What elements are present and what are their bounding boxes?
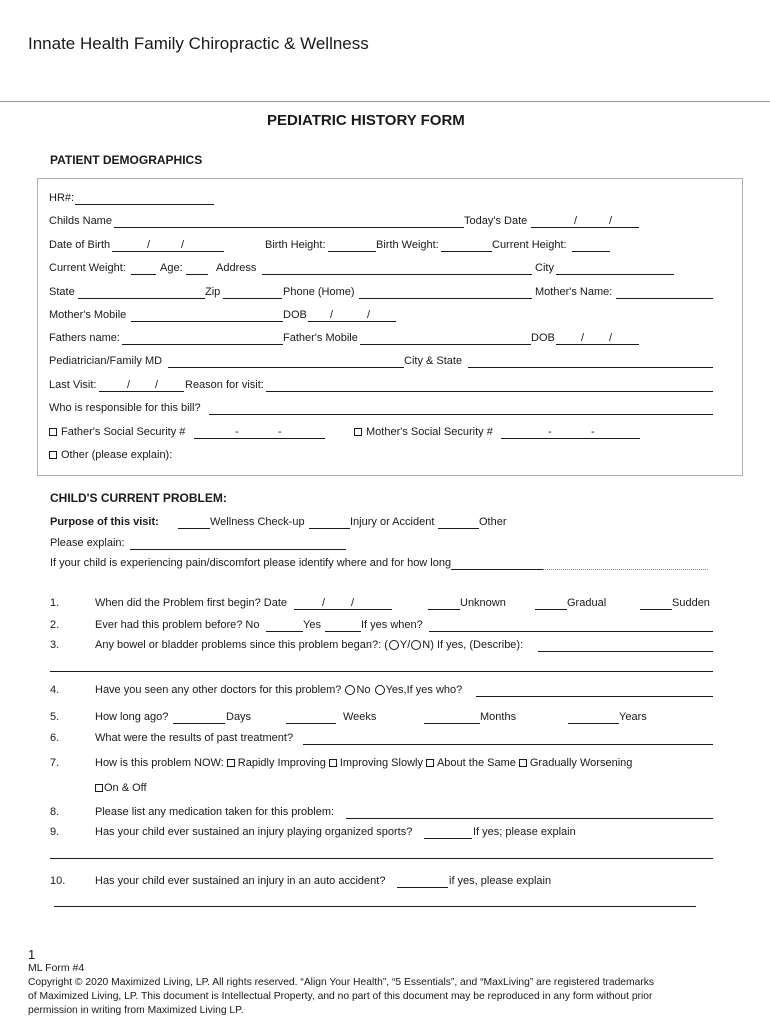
- checkbox-icon[interactable]: [354, 428, 362, 436]
- last-visit-field[interactable]: [99, 391, 184, 392]
- pediatrician-field[interactable]: [168, 367, 404, 368]
- other-option[interactable]: [49, 449, 172, 461]
- state-label: State: [49, 286, 75, 298]
- q4-no-label: No: [356, 684, 371, 696]
- please-explain-field[interactable]: [130, 549, 346, 550]
- q7-opt3-label: About the Same: [436, 757, 516, 769]
- date-slash: /: [581, 332, 585, 344]
- mothers-mobile-label: Mother's Mobile: [49, 309, 127, 321]
- copyright-line-1: Copyright © 2020 Maximized Living, LP. All rights reserved. “Align Your Health”, “5 Essentials”, and “MaxLiving” are registered trademarks: [28, 977, 655, 988]
- address-label: Address: [216, 262, 257, 274]
- father-dob-field[interactable]: [556, 344, 639, 345]
- todays-date-field[interactable]: [531, 227, 639, 228]
- pediatrician-label: Pediatrician/Family MD: [49, 355, 163, 367]
- checkbox-icon[interactable]: [519, 759, 527, 767]
- page-number: 1: [28, 947, 36, 962]
- form-number: ML Form #4: [28, 962, 85, 974]
- radio-icon[interactable]: [375, 685, 385, 695]
- q2-no-field[interactable]: [266, 631, 303, 632]
- q5-days-label: Days: [226, 711, 252, 723]
- q1-gradual-field[interactable]: [535, 609, 567, 610]
- mothers-ssn-field[interactable]: [501, 438, 640, 439]
- city-state-field[interactable]: [468, 367, 713, 368]
- ssn-dash: -: [591, 426, 595, 438]
- q2-when-field[interactable]: [429, 631, 713, 632]
- current-height-field[interactable]: [572, 251, 610, 252]
- purpose-label: Purpose of this visit:: [50, 516, 159, 528]
- mothers-ssn-label: Mother's Social Security #: [366, 426, 493, 438]
- checkbox-icon[interactable]: [426, 759, 434, 767]
- please-explain-label: Please explain:: [50, 537, 125, 549]
- q7-opt1-label: Rapidly Improving: [237, 757, 326, 769]
- date-slash: /: [322, 597, 326, 609]
- hr-label: HR#:: [49, 192, 75, 204]
- dob-label: Date of Birth: [49, 239, 111, 251]
- q3-y-label: Y/: [399, 639, 411, 651]
- q1-number: 1.: [50, 597, 60, 609]
- checkbox-icon[interactable]: [95, 784, 103, 792]
- q8-number: 8.: [50, 806, 60, 818]
- q4-line: [95, 684, 462, 696]
- wellness-label: Wellness Check-up: [210, 516, 305, 528]
- q7-opt5[interactable]: [95, 782, 147, 794]
- q1-sudden-field[interactable]: [640, 609, 672, 610]
- date-slash: /: [367, 309, 371, 321]
- q4-who-field[interactable]: [476, 696, 713, 697]
- date-slash: /: [330, 309, 334, 321]
- birth-height-label: Birth Height:: [265, 239, 326, 251]
- q1-unknown-field[interactable]: [428, 609, 460, 610]
- wellness-field[interactable]: [178, 528, 210, 529]
- city-state-label: City & State: [404, 355, 463, 367]
- q1-gradual-label: Gradual: [567, 597, 607, 609]
- q5-number: 5.: [50, 711, 60, 723]
- q1-sudden-label: Sudden: [672, 597, 710, 609]
- q7-text: How is this problem NOW:: [95, 757, 224, 769]
- q1-unknown-label: Unknown: [460, 597, 506, 609]
- birth-weight-field[interactable]: [441, 251, 492, 252]
- q5-text: How long ago?: [95, 711, 169, 723]
- q5-months-label: Months: [480, 711, 517, 723]
- fathers-name-label: Fathers name:: [49, 332, 120, 344]
- ssn-dash: -: [278, 426, 282, 438]
- injury-field[interactable]: [309, 528, 350, 529]
- problem-heading: CHILD'S CURRENT PROBLEM:: [50, 491, 227, 505]
- age-label: Age:: [160, 262, 183, 274]
- q7-opt4-label: Gradually Worsening: [529, 757, 633, 769]
- ssn-dash: -: [235, 426, 239, 438]
- responsible-field[interactable]: [209, 414, 713, 415]
- city-field[interactable]: [556, 274, 674, 275]
- q5-weeks-label: Weeks: [343, 711, 377, 723]
- checkbox-icon[interactable]: [329, 759, 337, 767]
- q3-text: Any bowel or bladder problems since this problem began?: (: [95, 639, 388, 651]
- q10-number: 10.: [50, 875, 66, 887]
- q2-text: Ever had this problem before? No: [95, 619, 260, 631]
- checkbox-icon[interactable]: [49, 451, 57, 459]
- date-slash: /: [609, 215, 613, 227]
- date-slash: /: [155, 379, 159, 391]
- q3-line: [95, 639, 523, 651]
- q8-text: Please list any medication taken for this problem:: [95, 806, 335, 818]
- fathers-mobile-label: Father's Mobile: [283, 332, 358, 344]
- q2-number: 2.: [50, 619, 60, 631]
- birth-height-field[interactable]: [328, 251, 376, 252]
- injury-label: Injury or Accident: [350, 516, 435, 528]
- q3-n-label: N) If yes, (Describe):: [422, 639, 524, 651]
- dob-field[interactable]: [112, 251, 224, 252]
- fathers-ssn-field[interactable]: [194, 438, 325, 439]
- city-label: City: [535, 262, 554, 274]
- current-weight-label: Current Weight:: [49, 262, 126, 274]
- q3-describe-field[interactable]: [538, 651, 713, 652]
- age-field[interactable]: [186, 274, 208, 275]
- last-visit-label: Last Visit:: [49, 379, 97, 391]
- checkbox-icon[interactable]: [49, 428, 57, 436]
- q2-yes-label: Yes: [303, 619, 321, 631]
- birth-weight-label: Birth Weight:: [376, 239, 439, 251]
- hr-field[interactable]: [75, 204, 214, 205]
- header-divider: [0, 101, 770, 102]
- clinic-name: Innate Health Family Chiropractic & Wellness: [28, 34, 369, 53]
- q5-years-label: Years: [619, 711, 647, 723]
- radio-icon[interactable]: [389, 640, 399, 650]
- date-slash: /: [127, 379, 131, 391]
- radio-icon[interactable]: [345, 685, 355, 695]
- date-slash: /: [574, 215, 578, 227]
- checkbox-icon[interactable]: [227, 759, 235, 767]
- q5-years-field[interactable]: [568, 723, 619, 724]
- q3-number: 3.: [50, 639, 60, 651]
- q7-number: 7.: [50, 757, 60, 769]
- q10-explain-field[interactable]: [54, 906, 696, 907]
- mother-dob-label: DOB: [283, 309, 307, 321]
- pain-prompt: If your child is experiencing pain/discomfort please identify where and for how long: [50, 557, 452, 569]
- date-slash: /: [181, 239, 185, 251]
- q1-date-field[interactable]: [294, 609, 392, 610]
- q7-opt5-label: On & Off: [104, 782, 147, 794]
- q7-opt2-label: Improving Slowly: [339, 757, 423, 769]
- demographics-heading: PATIENT DEMOGRAPHICS: [50, 153, 203, 167]
- phone-home-label: Phone (Home): [283, 286, 355, 298]
- q9-if-yes-label: If yes; please explain: [473, 826, 576, 838]
- q4-yes-label: Yes,If yes who?: [385, 684, 463, 696]
- q5-months-field[interactable]: [424, 723, 480, 724]
- pain-field-dotted[interactable]: [543, 569, 708, 570]
- state-field[interactable]: [78, 298, 205, 299]
- q10-if-yes-label: if yes, please explain: [449, 875, 552, 887]
- reason-label: Reason for visit:: [185, 379, 264, 391]
- mothers-ssn-option[interactable]: [354, 426, 493, 438]
- fathers-ssn-label: Father's Social Security #: [61, 426, 186, 438]
- current-height-label: Current Height:: [492, 239, 567, 251]
- q6-text: What were the results of past treatment?: [95, 732, 294, 744]
- zip-field[interactable]: [223, 298, 282, 299]
- q6-results-field[interactable]: [303, 744, 713, 745]
- fathers-ssn-option[interactable]: [49, 426, 185, 438]
- father-dob-label: DOB: [531, 332, 555, 344]
- reason-field[interactable]: [266, 391, 713, 392]
- q1-text: When did the Problem first begin? Date: [95, 597, 287, 609]
- mothers-mobile-field[interactable]: [131, 321, 283, 322]
- q9-explain-field[interactable]: [50, 858, 713, 859]
- q6-number: 6.: [50, 732, 60, 744]
- phone-home-field[interactable]: [359, 298, 532, 299]
- mothers-name-field[interactable]: [616, 298, 713, 299]
- address-field[interactable]: [262, 274, 532, 275]
- copyright-line-2: of Maximized Living, LP. This document is Intellectual Property, and no part of this document may be reproduced in any form without prior: [28, 991, 653, 1002]
- form-title: PEDIATRIC HISTORY FORM: [267, 112, 465, 129]
- q5-days-field[interactable]: [173, 723, 225, 724]
- q4-text: Have you seen any other doctors for this problem?: [95, 684, 342, 696]
- q7-line: [95, 757, 632, 769]
- current-weight-field[interactable]: [131, 274, 156, 275]
- q2-if-yes-label: If yes when?: [361, 619, 423, 631]
- childs-name-label: Childs Name: [49, 215, 112, 227]
- q9-text: Has your child ever sustained an injury playing organized sports?: [95, 826, 413, 838]
- date-slash: /: [609, 332, 613, 344]
- mother-dob-field[interactable]: [308, 321, 396, 322]
- q4-number: 4.: [50, 684, 60, 696]
- q3-describe-line2[interactable]: [50, 671, 713, 672]
- mothers-name-label: Mother's Name:: [535, 286, 613, 298]
- q8-medication-field[interactable]: [346, 818, 713, 819]
- ssn-dash: -: [548, 426, 552, 438]
- radio-icon[interactable]: [411, 640, 421, 650]
- date-slash: /: [147, 239, 151, 251]
- todays-date-label: Today's Date: [464, 215, 528, 227]
- other-purpose-field[interactable]: [438, 528, 479, 529]
- other-purpose-label: Other: [479, 516, 507, 528]
- q9-number: 9.: [50, 826, 60, 838]
- zip-label: Zip: [205, 286, 221, 298]
- fathers-name-field[interactable]: [122, 344, 283, 345]
- childs-name-field[interactable]: [114, 227, 464, 228]
- q5-weeks-field[interactable]: [286, 723, 336, 724]
- copyright-line-3: permission in writing from Maximized Living LP.: [28, 1005, 244, 1016]
- q9-answer-field[interactable]: [424, 838, 472, 839]
- fathers-mobile-field[interactable]: [360, 344, 531, 345]
- q2-yes-field[interactable]: [325, 631, 361, 632]
- responsible-label: Who is responsible for this bill?: [49, 402, 201, 414]
- q10-text: Has your child ever sustained an injury in an auto accident?: [95, 875, 386, 887]
- date-slash: /: [351, 597, 355, 609]
- q10-answer-field[interactable]: [397, 887, 448, 888]
- pain-field[interactable]: [451, 569, 543, 570]
- other-label: Other (please explain):: [61, 449, 173, 461]
